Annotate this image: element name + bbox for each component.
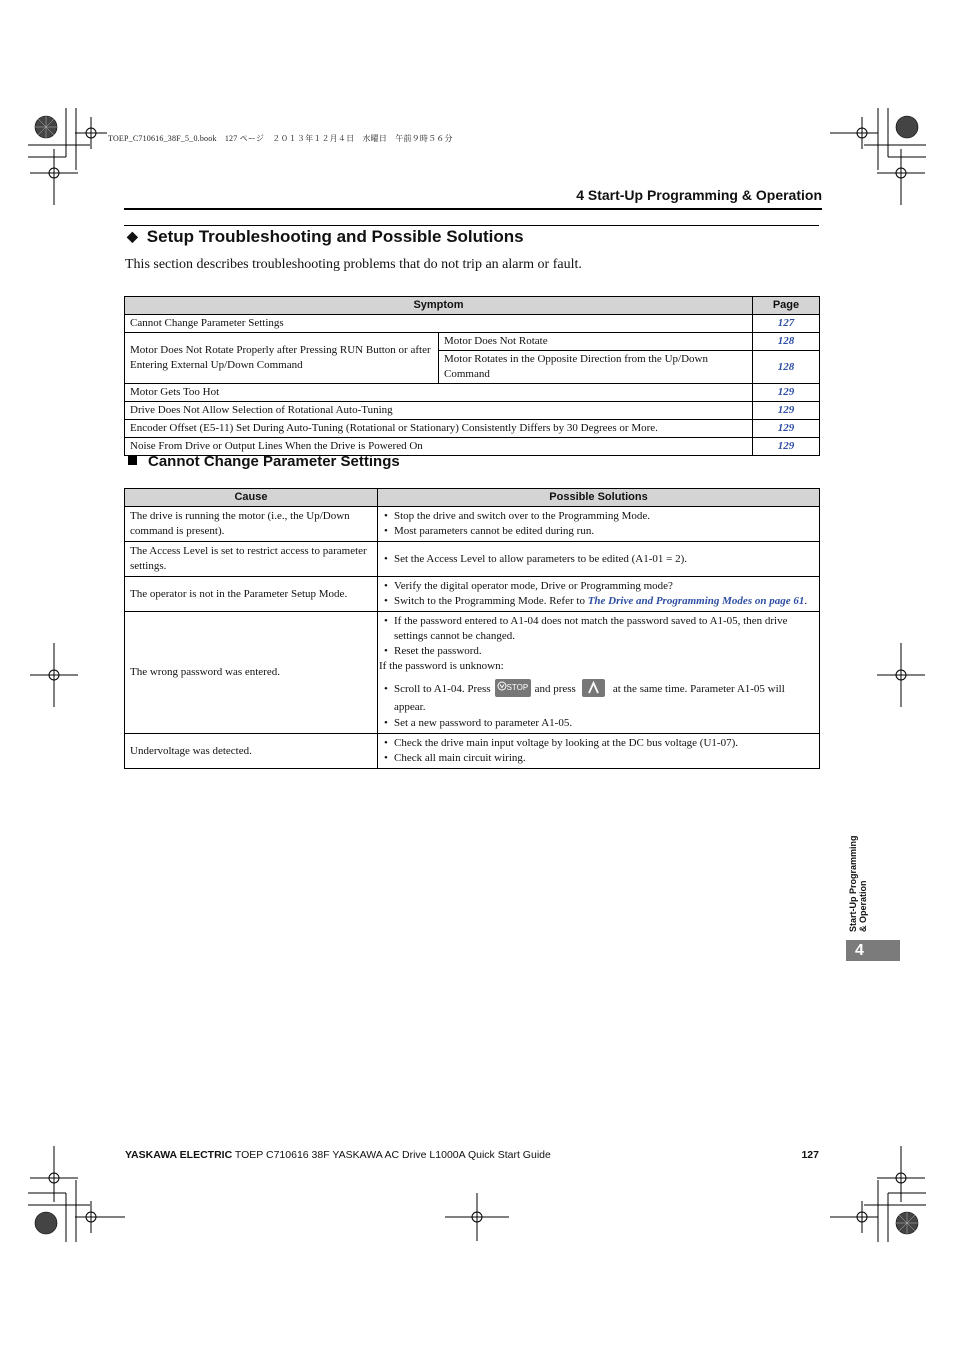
footer-page-number: 127 bbox=[801, 1149, 819, 1161]
solution-text: Switch to the Programming Mode. Refer to bbox=[394, 595, 588, 607]
subsection-title-text: Cannot Change Parameter Settings bbox=[148, 453, 400, 470]
solution-item: • Reset the password. bbox=[383, 644, 814, 659]
page-link[interactable]: 129 bbox=[753, 402, 820, 420]
cause-header: Cause bbox=[125, 489, 378, 507]
solution-item bbox=[383, 680, 814, 716]
table-row bbox=[125, 734, 820, 769]
scroll-text-mid: and press bbox=[534, 683, 576, 695]
solution-item: • If the password entered to A1-04 does not match the password saved to A1-05, then drive settings cannot be changed. bbox=[383, 614, 814, 644]
section-title-text: Setup Troubleshooting and Possible Solutions bbox=[146, 227, 524, 246]
page-link[interactable]: 128 bbox=[753, 333, 820, 351]
table-row bbox=[125, 612, 820, 734]
footer-doc-title: TOEP C710616 38F YASKAWA AC Drive L1000A Quick Start Guide bbox=[232, 1149, 551, 1161]
page-link[interactable]: 127 bbox=[753, 315, 820, 333]
solutions-cell bbox=[378, 542, 820, 577]
page-link[interactable]: 129 bbox=[753, 420, 820, 438]
table-row bbox=[125, 420, 820, 438]
symptom-cell: Encoder Offset (E5-11) Set During Auto-Tuning (Rotational or Stationary) Consistently Differs by 30 Degrees or More. bbox=[125, 420, 753, 438]
table-header-row bbox=[125, 297, 820, 315]
table-row bbox=[125, 315, 820, 333]
chapter-heading: 4 Start-Up Programming & Operation bbox=[576, 187, 822, 203]
solution-note: If the password is unknown: bbox=[379, 660, 504, 672]
sub-symptom-cell: Motor Does Not Rotate bbox=[439, 333, 753, 351]
symptom-cell: Noise From Drive or Output Lines When the Drive is Powered On bbox=[125, 438, 753, 456]
table-row bbox=[125, 333, 820, 351]
solution-item: • Check the drive main input voltage by looking at the DC bus voltage (U1-07). bbox=[383, 736, 814, 751]
diamond-icon: ◆ bbox=[127, 228, 138, 244]
side-tab-line-1: Start-Up Programming bbox=[848, 835, 858, 932]
subsection-title bbox=[128, 453, 400, 470]
table-header-row bbox=[125, 489, 820, 507]
solution-item: • Verify the digital operator mode, Drive or Programming mode? bbox=[383, 579, 814, 594]
side-tab-text bbox=[829, 828, 879, 932]
cause-cell: The Access Level is set to restrict access to parameter settings. bbox=[125, 542, 378, 577]
solutions-header: Possible Solutions bbox=[378, 489, 820, 507]
symptom-cell: Motor Gets Too Hot bbox=[125, 384, 753, 402]
cause-cell: The drive is running the motor (i.e., the Up/Down command is present). bbox=[125, 507, 378, 542]
symptom-table bbox=[124, 296, 820, 456]
symptom-cell: Drive Does Not Allow Selection of Rotational Auto-Tuning bbox=[125, 402, 753, 420]
scroll-text-post: at the same time. Parameter A1-05 will appear. bbox=[394, 683, 785, 714]
table-row bbox=[125, 507, 820, 542]
symptom-cell: Cannot Change Parameter Settings bbox=[125, 315, 753, 333]
side-tab-label bbox=[829, 828, 879, 932]
sub-symptom-cell: Motor Rotates in the Opposite Direction from the Up/Down Command bbox=[439, 351, 753, 384]
stop-key-label: STOP bbox=[506, 683, 529, 693]
section-title bbox=[127, 227, 524, 247]
solution-item: • Set a new password to parameter A1-05. bbox=[383, 716, 814, 731]
side-tab-line-2: & Operation bbox=[858, 880, 868, 932]
cross-reference-link[interactable]: The Drive and Programming Modes on page 61 bbox=[587, 595, 805, 607]
page-link[interactable]: 129 bbox=[753, 384, 820, 402]
chapter-number-tab: 4 bbox=[846, 940, 900, 961]
solution-item: • Most parameters cannot be edited during run. bbox=[383, 524, 814, 539]
table-row bbox=[125, 402, 820, 420]
solution-text-end: . bbox=[804, 595, 808, 607]
solution-item: • Stop the drive and switch over to the Programming Mode. bbox=[383, 509, 814, 524]
solution-item: • Check all main circuit wiring. bbox=[383, 751, 814, 766]
stop-key-icon bbox=[495, 679, 531, 697]
section-rule bbox=[124, 225, 819, 226]
solution-item bbox=[383, 594, 814, 609]
page-link[interactable]: 128 bbox=[753, 351, 820, 384]
footer-text bbox=[125, 1149, 551, 1161]
cause-cell: The operator is not in the Parameter Setup Mode. bbox=[125, 577, 378, 612]
footer-brand: YASKAWA ELECTRIC bbox=[125, 1149, 233, 1161]
cause-cell: The wrong password was entered. bbox=[125, 612, 378, 734]
up-arrow-key-icon bbox=[582, 679, 605, 697]
page-link[interactable]: 129 bbox=[753, 438, 820, 456]
section-intro: This section describes troubleshooting problems that do not trip an alarm or fault. bbox=[125, 257, 582, 272]
solution-item: • Set the Access Level to allow parameters to be edited (A1-01 = 2). bbox=[383, 552, 814, 567]
table-row bbox=[125, 577, 820, 612]
square-bullet-icon bbox=[128, 456, 137, 465]
symptom-cell: Motor Does Not Rotate Properly after Pressing RUN Button or after Entering External Up/Down Command bbox=[125, 333, 439, 384]
symptom-header: Symptom bbox=[125, 297, 753, 315]
cause-cell: Undervoltage was detected. bbox=[125, 734, 378, 769]
header-rule bbox=[124, 208, 822, 210]
solutions-cell bbox=[378, 507, 820, 542]
table-row bbox=[125, 542, 820, 577]
print-meta-line: TOEP_C710616_38F_5_0.book 127 ページ ２０１３年１２月４日 水曜日 午前９時５６分 bbox=[108, 134, 453, 143]
solutions-cell bbox=[378, 734, 820, 769]
solutions-cell bbox=[378, 577, 820, 612]
cause-solution-table bbox=[124, 488, 820, 769]
solutions-cell bbox=[378, 612, 820, 734]
page-header: Page bbox=[753, 297, 820, 315]
table-row bbox=[125, 384, 820, 402]
scroll-text-pre: Scroll to A1-04. Press bbox=[394, 683, 491, 695]
